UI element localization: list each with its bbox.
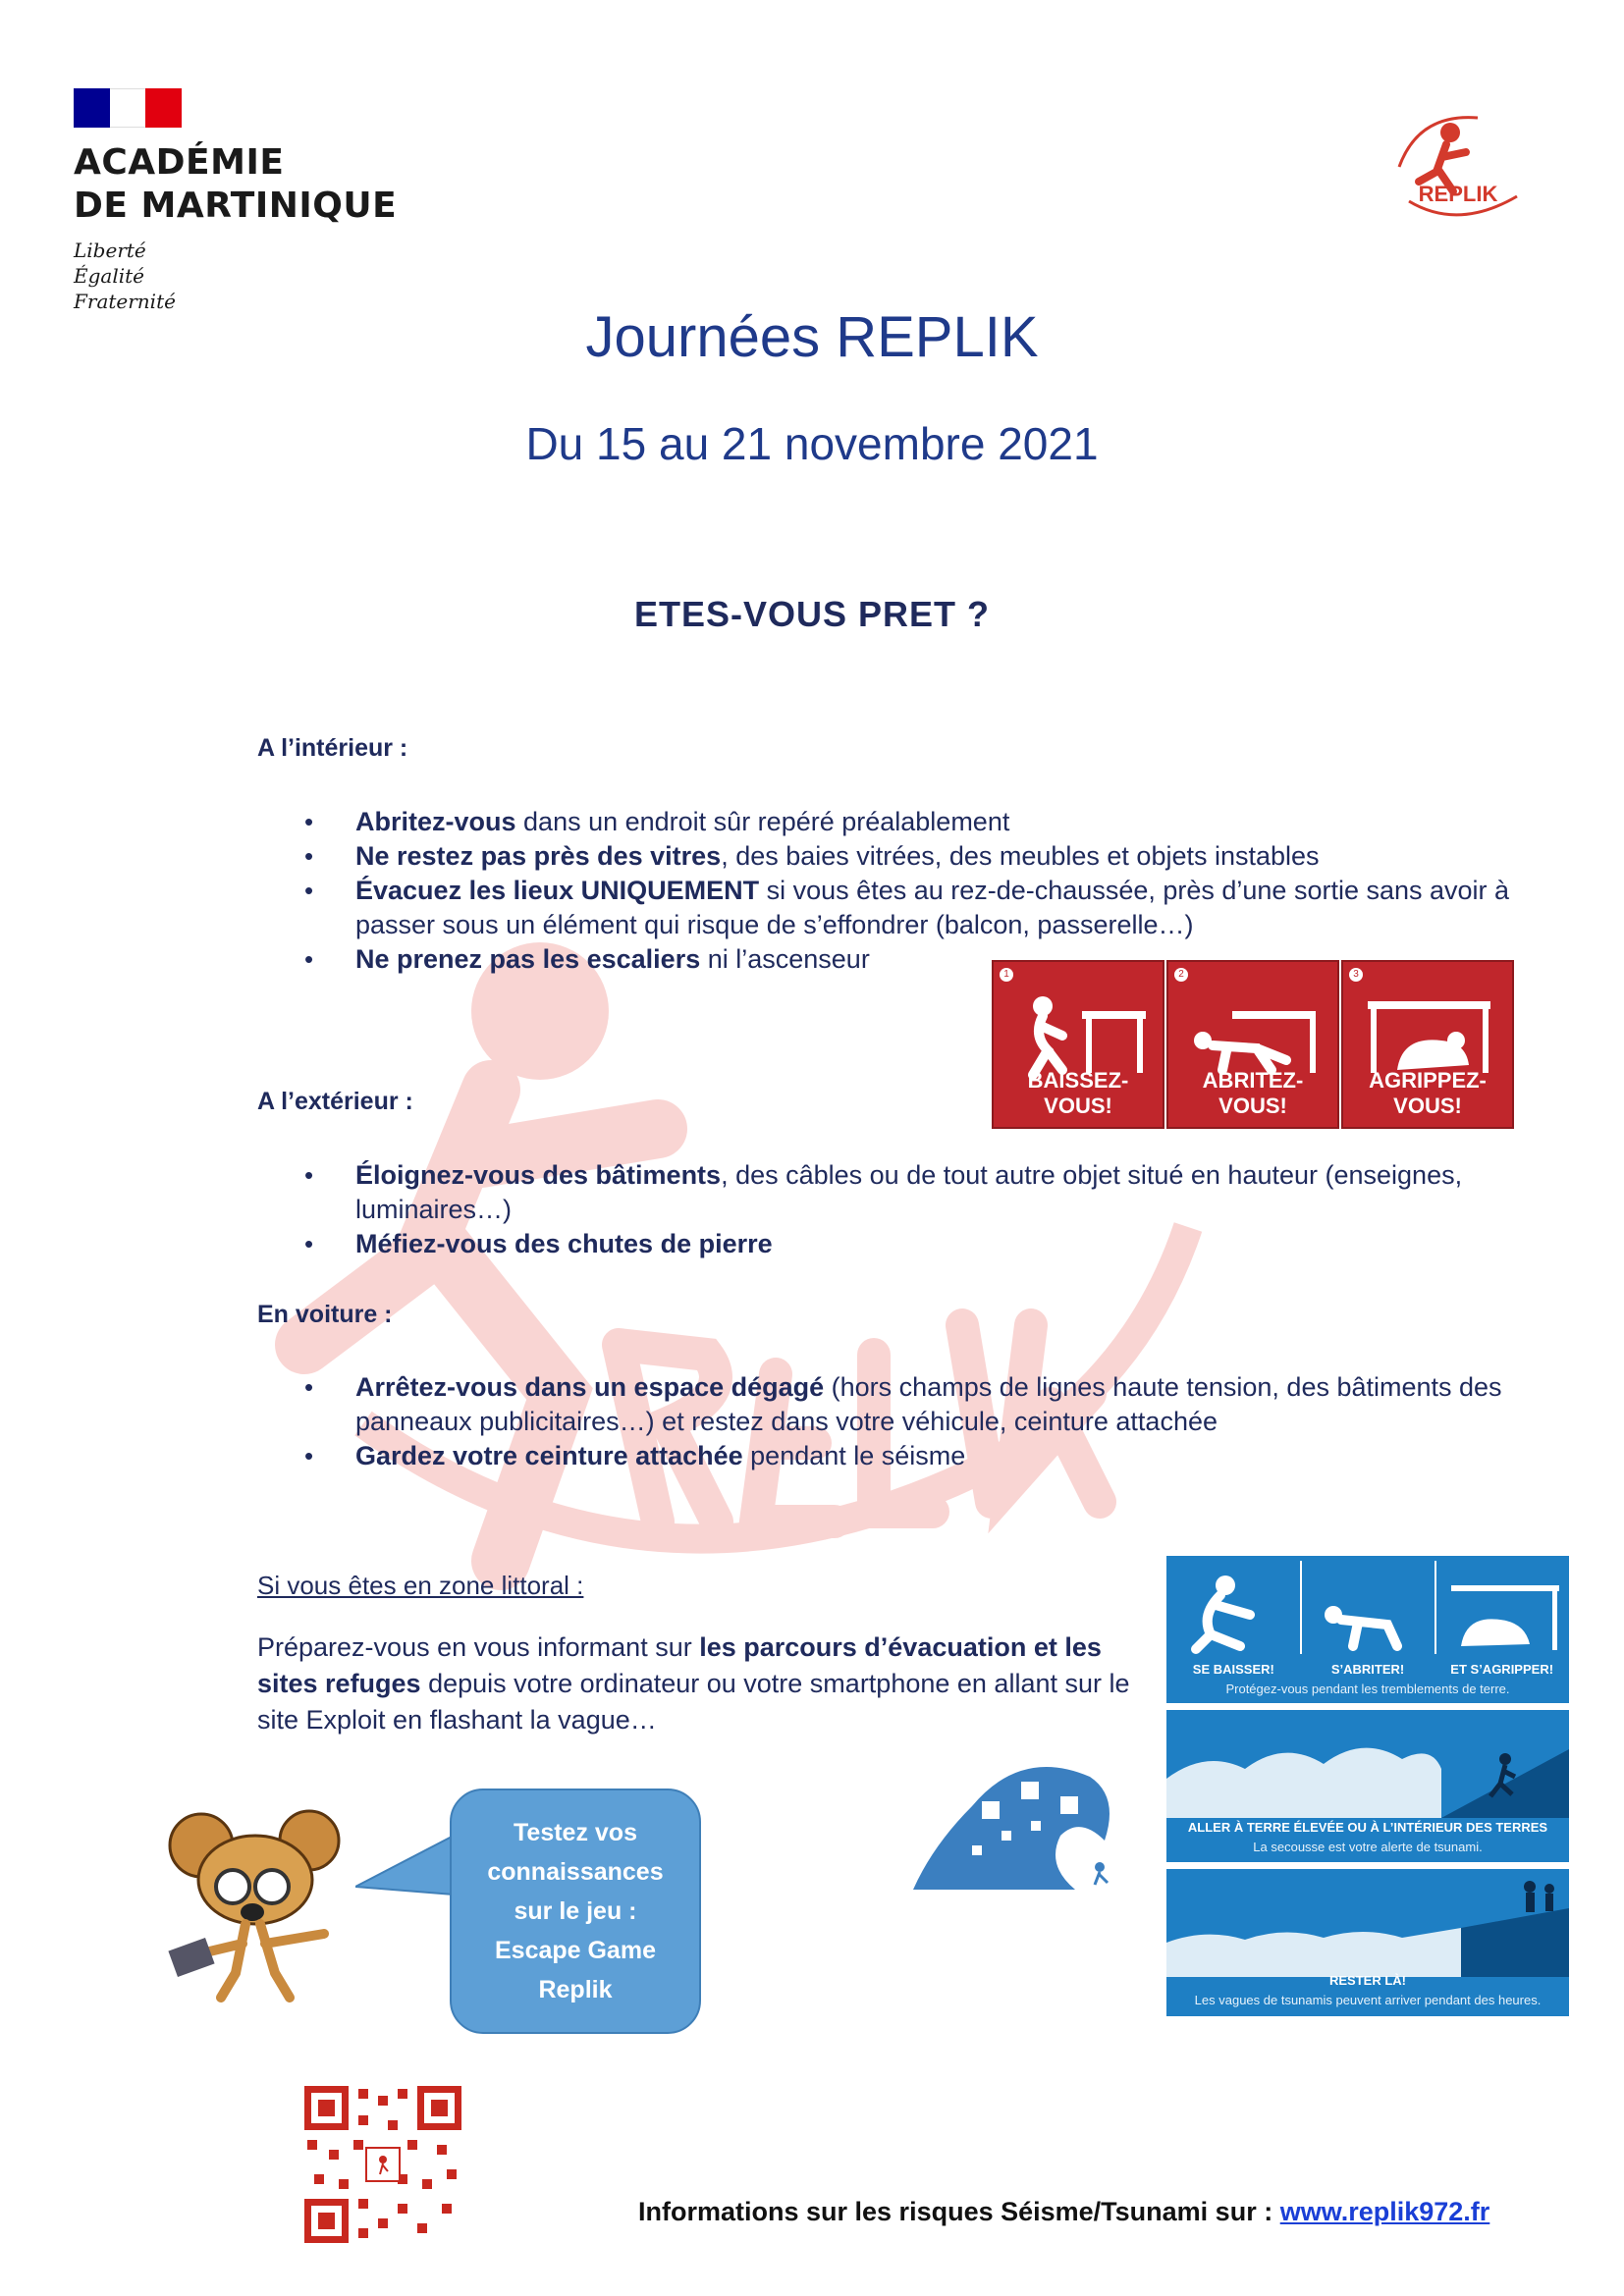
wave-climb-icon [1166,1710,1569,1818]
quake-panel-3: 3 AGRIPPEZ-VOUS! [1341,960,1514,1129]
mouse-mascot-icon [152,1806,378,2007]
bubble-tail [355,1836,454,1904]
quake-panel-1: 1 BAISSEZ-VOUS! [992,960,1164,1129]
tsunami-panel-higher-ground: ALLER À TERRE ÉLEVÉE OU À L’INTÉRIEUR DES TERRES La secousse est votre alerte de tsunami. [1166,1710,1569,1862]
car-heading: En voiture : [257,1301,393,1328]
academie-logo [74,88,427,314]
replik-website-link[interactable]: www.replik972.fr [1279,2197,1490,2226]
svg-text:REPLIK: REPLIK [1418,182,1498,206]
crawl-figure-icon [1178,982,1326,1080]
list-item: • Gardez votre ceinture attachée pendant le séisme [304,1439,1522,1473]
footer-info: Informations sur les risques Séisme/Tsunami sur : www.replik972.fr [638,2197,1490,2226]
protect-figures-icon [1166,1556,1569,1664]
car-list [304,1370,1522,1473]
list-item: • Ne restez pas près des vitres, des baies vitrées, des meubles et objets instables [304,839,1522,874]
motto: Liberté Égalité Fraternité [74,239,176,313]
hold-figure-icon [1353,982,1500,1080]
crouch-figure-icon [1003,982,1151,1080]
list-item: • Ne prenez pas les escaliers ni l’ascenseur [304,942,1522,977]
ready-heading: ETES-VOUS PRET ? [633,594,991,634]
stay-figures-icon [1166,1869,1569,1977]
list-item: • Éloignez-vous des bâtiments, des câbles ou de tout autre objet situé en hauteur (enseignes, luminaires…) [304,1158,1522,1227]
escape-game-bubble[interactable]: Testez vos connaissances sur le jeu : Escape Game Replik [450,1789,701,2034]
interior-heading: A l’intérieur : [257,734,408,762]
tsunami-panel-protect: SE BAISSER! S’ABRITER! ET S’AGRIPPER! Protégez-vous pendant les tremblements de terre. [1166,1556,1569,1703]
littoral-text: Préparez-vous en vous informant sur les parcours d’évacuation et les sites refuges depuis votre ordinateur ou votre smartphone en allant sur le site Exploit en flashant la vague… [257,1632,1130,1735]
list-item: • Arrêtez-vous dans un espace dégagé (hors champs de lignes haute tension, des bâtiments des panneaux publicitaires…) et restez dans votre véhicule, ceinture attachée [304,1370,1522,1439]
qr-wave-icon[interactable] [913,1747,1124,1895]
tsunami-panel-stay: RESTER LÀ! Les vagues de tsunamis peuvent arriver pendant des heures. [1166,1869,1569,2016]
replik-logo [1380,103,1537,231]
list-item: • Méfiez-vous des chutes de pierre [304,1227,1522,1261]
institution-name: ACADÉMIE DE MARTINIQUE [74,142,398,226]
quake-panel-2: 2 ABRITEZ-VOUS! [1166,960,1339,1129]
page-title: Journées REPLIK [585,305,1039,369]
qr-code-icon[interactable] [299,2081,466,2248]
list-item: • Évacuez les lieux UNIQUEMENT si vous êtes au rez-de-chaussée, près d’une sortie sans avoir à passer sous un élément qui risque de s’effondrer (balcon, passerelle…) [304,874,1522,942]
littoral-heading: Si vous êtes en zone littoral : [257,1571,584,1600]
exterior-heading: A l’extérieur : [257,1088,413,1115]
event-dates: Du 15 au 21 novembre 2021 [525,418,1099,469]
interior-list [304,805,1522,977]
french-flag-icon [74,88,182,128]
list-item: • Abritez-vous dans un endroit sûr repéré préalablement [304,805,1522,839]
exterior-list [304,1158,1522,1261]
